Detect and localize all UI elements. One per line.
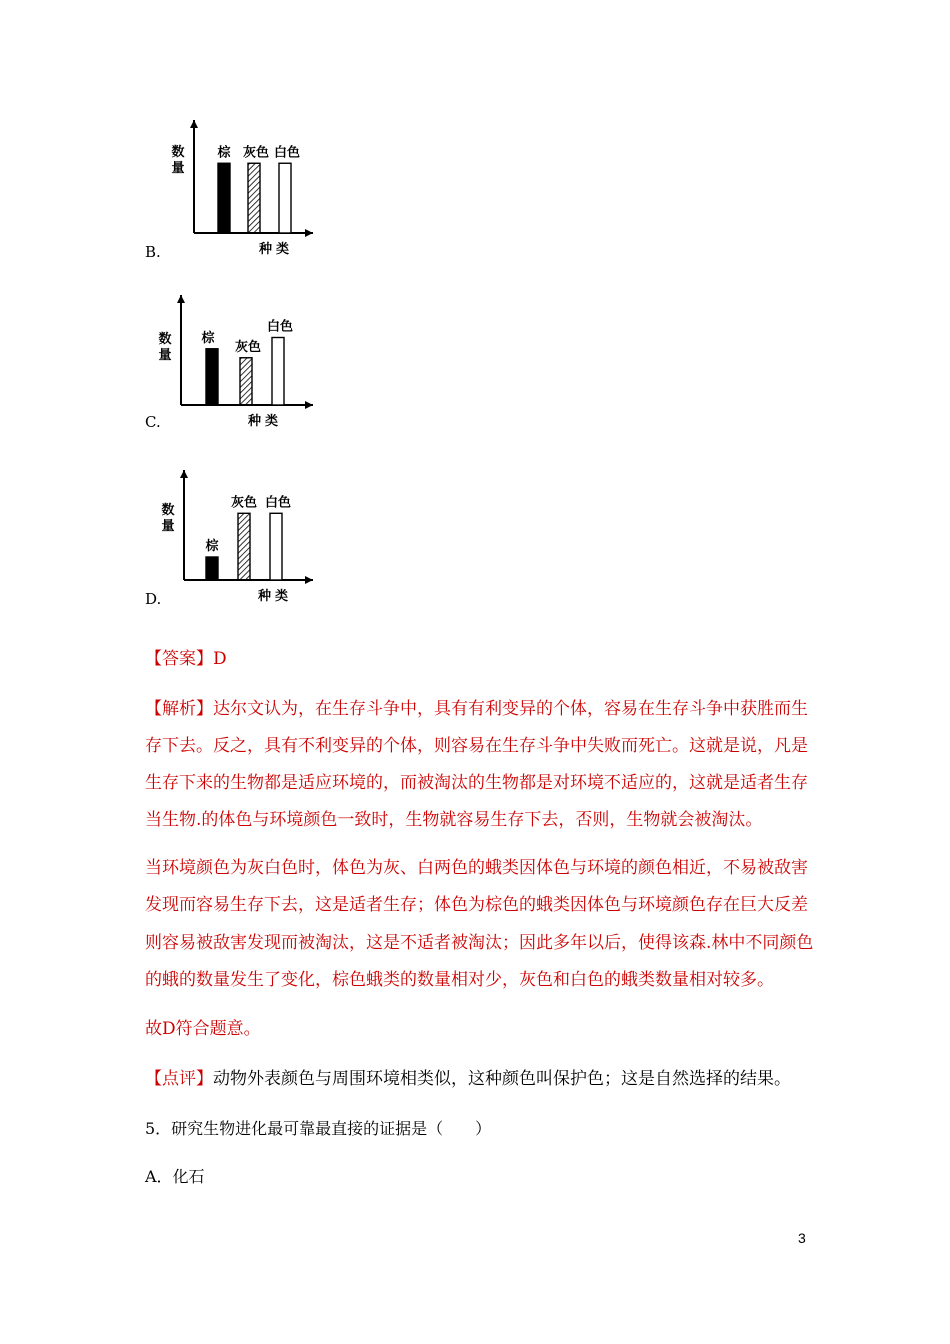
bar-label-0: 棕: [201, 330, 215, 346]
bar-0: [206, 557, 218, 580]
bar-label-0: 棕: [205, 539, 219, 554]
x-axis-label: 种类: [258, 242, 294, 257]
analysis-line-3: 生存下来的生物都是适应环境的，而被淘汰的生物都是对环境不适应的，这就是适者生存: [145, 773, 808, 793]
answer-line: [145, 648, 227, 670]
comment-text: 动物外表颜色与周围环境相类似，这种颜色叫保护色；这是自然选择的结果。: [213, 1069, 791, 1089]
bar-0: [218, 163, 230, 233]
question-5: 5．研究生物进化最可靠最直接的证据是（ ）: [145, 1119, 492, 1138]
page-number: 3: [798, 1230, 806, 1246]
x-axis-label: 种类: [247, 414, 283, 429]
answer-tag: 【答案】: [145, 649, 213, 669]
bar-1: [238, 513, 250, 580]
y-axis-arrow: [190, 120, 198, 128]
question-5-option-a: A．化石: [145, 1167, 205, 1186]
x-axis-label: 种类: [257, 589, 293, 604]
option-c-label: C.: [145, 413, 161, 431]
bar-label-2: 白色: [273, 145, 301, 161]
bar-label-2: 白色: [266, 319, 294, 335]
bar-2: [272, 338, 284, 406]
answer-value: D: [213, 649, 227, 669]
y-axis-arrow: [180, 470, 188, 478]
y-axis-label: 数: [171, 145, 185, 160]
analysis-tag: 【解析】: [145, 699, 213, 719]
comment-line: [145, 1068, 791, 1090]
bar-2: [279, 163, 291, 233]
bar-label-0: 棕: [217, 145, 231, 161]
comment-tag: 【点评】: [145, 1069, 213, 1089]
analysis-text-1: 达尔文认为，在生存斗争中，具有有利变异的个体，容易在生存斗争中获胜而生: [213, 699, 808, 719]
y-axis-arrow: [177, 295, 185, 303]
analysis-p2-line-1: 当环境颜色为灰白色时，体色为灰、白两色的蛾类因体色与环境的颜色相近，不易被敌害: [145, 858, 808, 878]
y-axis-label: 量: [161, 519, 175, 534]
bar-label-2: 白色: [264, 495, 292, 511]
y-axis-label: 量: [158, 348, 172, 363]
bar-1: [248, 163, 260, 233]
analysis-line-4: 当生物.的体色与环境颜色一致时，生物就容易生存下去，否则，生物就会被淘汰。: [145, 810, 763, 830]
bar-label-1: 灰色: [230, 495, 258, 511]
option-d-label: D.: [145, 590, 162, 608]
analysis-p2-line-3: 则容易被敌害发现而被淘汰，这是不适者被淘汰；因此多年以后，使得该森.林中不同颜色: [145, 933, 814, 953]
y-axis-label: 数: [161, 503, 175, 518]
bar-label-1: 灰色: [242, 145, 270, 161]
analysis-line-1: [145, 698, 808, 720]
bar-label-1: 灰色: [234, 339, 262, 355]
y-axis-label: 量: [171, 161, 185, 176]
analysis-line-2: 存下去。反之，具有不利变异的个体，则容易在生存斗争中失败而死亡。这就是说，凡是: [145, 736, 808, 756]
bar-2: [270, 513, 282, 580]
option-b-label: B.: [145, 243, 161, 261]
analysis-p2-line-4: 的蛾的数量发生了变化，棕色蛾类的数量相对少，灰色和白色的蛾类数量相对较多。: [145, 970, 774, 990]
bar-0: [206, 349, 218, 405]
x-axis-arrow: [305, 576, 313, 584]
option-b-chart: [168, 120, 318, 260]
option-d-chart: [161, 470, 318, 605]
analysis-p2-line-2: 发现而容易生存下去，这是适者生存；体色为棕色的蛾类因体色与环境颜色存在巨大反差: [145, 895, 808, 915]
option-c-chart: [158, 295, 318, 430]
y-axis-label: 数: [158, 332, 172, 347]
analysis-conclusion: 故D符合题意。: [145, 1019, 261, 1039]
bar-1: [240, 358, 252, 405]
x-axis-arrow: [305, 401, 313, 409]
x-axis-arrow: [305, 229, 313, 237]
